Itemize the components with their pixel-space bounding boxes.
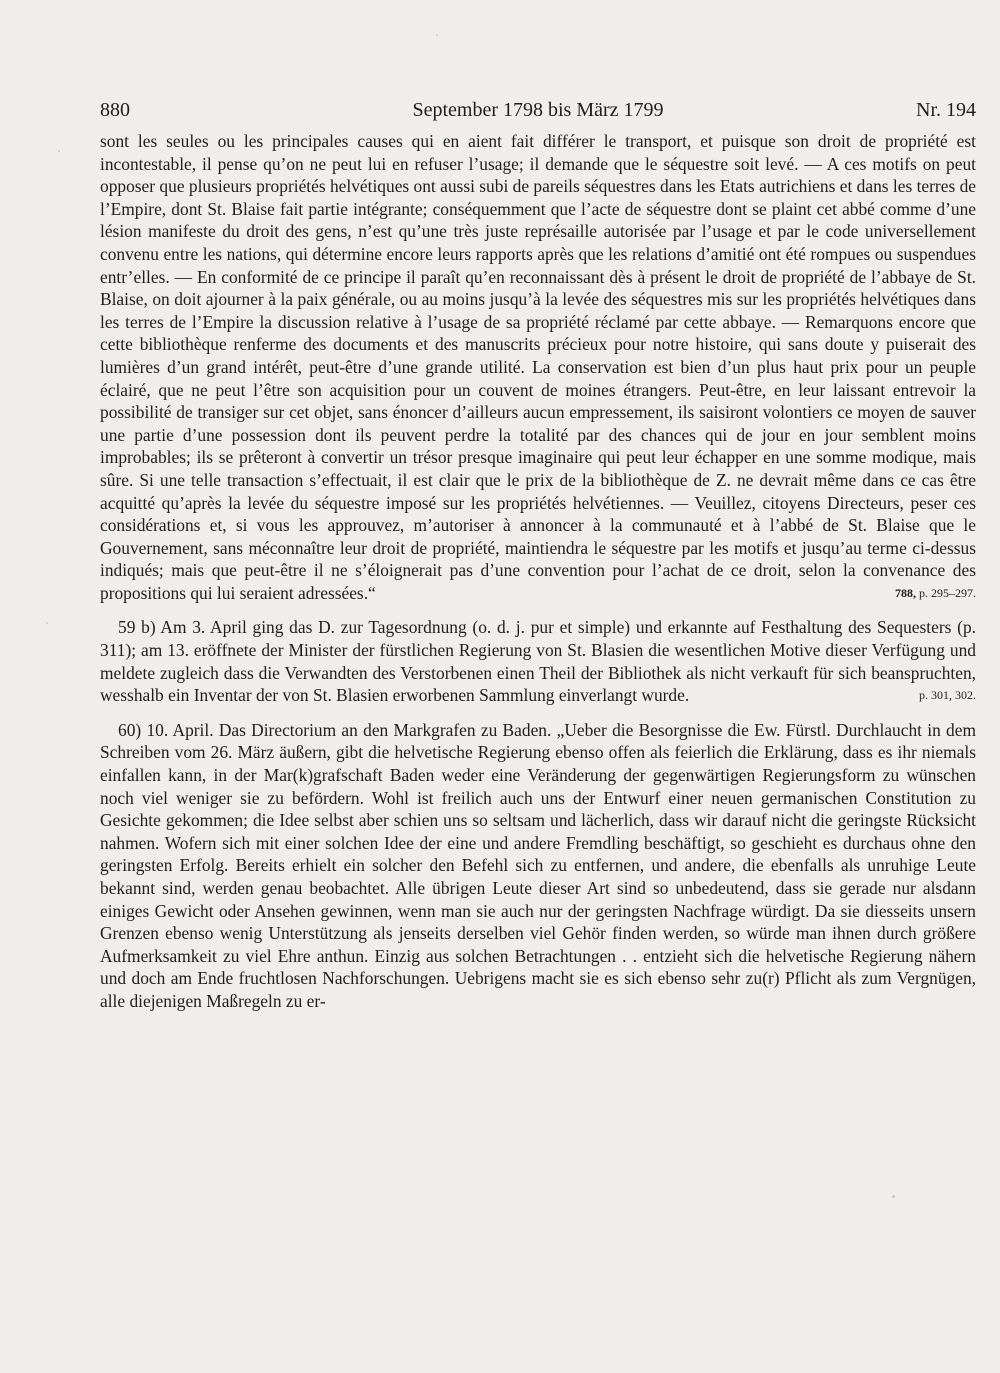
- paragraph-60: [100, 719, 976, 1013]
- paper-speck: [46, 622, 48, 624]
- paragraph-text: 60) 10. April. Das Directorium an den Markgrafen zu Baden. „Ueber die Besorgnisse die Ew. Fürstl. Durchlaucht in dem Schreiben vom 26. März äußern, gibt die helvetische Regierung ebenso offen als feierlich die Erklärung, dass es ihr niemals einfallen kann, in der Mar(k)grafschaft Baden weder eine Veränderung der gegenwärtigen Regierungsform zu wünschen noch viel weniger sie zu befördern. Wohl ist freilich auch uns der Entwurf einer neuen germanischen Constitution zu Gesichte gekommen; die Idee selbst aber schien uns so seltsam und lächerlich, dass wir darauf nicht die geringste Rücksicht nahmen. Wofern sich mit einer solchen Idee der eine und andere Fremdling beschäftigt, so geschieht es durchaus ohne den geringsten Erfolg. Bereits erhielt ein solcher den Befehl sich zu entfernen, und andere, die ebenfalls als unruhige Leute bekannt sind, werden genau beobachtet. Alle übrigen Leute dieser Art sind so unbedeutend, dass sie gerade nur alsdann einiges Gewicht oder Ansehen gewinnen, wenn man sie auch nur der geringsten Nachfrage würdigt. Da sie diesseits unsern Grenzen ebenso wenig Unterstützung als jenseits derselben viel Gehör finden werden, so würde man ihnen durch größere Aufmerksamkeit zu viel Ehre anthun. Einzig aus solchen Betrachtungen . . entzieht sich die helvetische Regierung nähern und doch am Ende fruchtlosen Nachforschungen. Uebrigens macht sie es sich ebenso sehr zu(r) Pflicht als zum Vergnügen, alle diejenigen Maßregeln zu er-: [100, 719, 976, 1011]
- paragraph-59b: [100, 616, 976, 706]
- page-header: [100, 95, 976, 125]
- paragraph-text: sont les seules ou les principales causes qui en aient fait différer le transport, et puisque son droit de propriété est incontestable, il pense qu’on ne peut lui en refuser l’usage; il demande que le séquestre soit levé. — A ces motifs on peut opposer que plusieurs propriétés helvétiques ont aussi subi de pareils séquestres dans les Etats autrichiens et dans les terres de l’Empire, dont St. Blaise fait partie intégrante; conséquemment que l’acte de séquestre dont se plaint cet abbé comme d’une lésion manifeste du droit des gens, n’est qu’une très juste représaille autorisée par l’usage et par le code universellement convenu entre les nations, qui détermine encore leurs rapports après que les relations d’amitié ont été rompues ou suspendues entr’elles. — En conformité de ce principe il paraît qu’en reconnaissant dès à présent le droit de propriété de l’abbaye de St. Blaise, on doit ajourner à la paix générale, ou au moins jusqu’à la levée des séquestres mis sur les propriétés helvétiques dans les terres de l’Empire la discussion relative à l’usage de sa propriété réclamé par cette abbaye. — Remarquons encore que cette bibliothèque renferme des documents et des manuscrits précieux pour notre histoire, qui sans doute y puiserait des lumières d’un grand intérêt, peut-être d’une grande utilité. La conservation est bien d’un plus haut prix pour un peuple éclairé, que ne peut l’être son acquisition pour un couvent de moines étrangers. Peut-être, en leur laissant entrevoir la possibilité de transiger sur cet objet, sans énoncer d’ailleurs aucun empressement, ils saisiront volontiers ce moyen de sauver une partie d’une possession dont ils peuvent perdre la totalité par des chances qui de jour en jour semblent moins improbables; ils se prêteront à convertir un trésor presque imaginaire qui peut leur échapper en une somme modique, mais sûre. Si une telle transaction s’effectuait, il est clair que le prix de la bibliothèque de Z. ne devrait même dans ce cas être acquitté qu’après la levée du séquestre imposé sur les propriétés helvétiennes. — Veuillez, citoyens Directeurs, peser ces considérations et, si vous les approuvez, m’autoriser à annoncer à la communauté et à l’abbé de St. Blaise que le Gouvernement, sans méconnaître leur droit de propriété, maintiendra le séquestre par les motifs et jusqu’au terme ci-dessus indiqués; mais que peut-être il ne s’éloignerait pas d’une convention pour l’achat de ce droit, selon la convenance des propositions qui lui seraient adressées.“: [100, 131, 976, 603]
- paper-speck: [436, 34, 438, 36]
- paper-speck: [58, 150, 60, 152]
- paragraph-text: 59 b) Am 3. April ging das D. zur Tagesordnung (o. d. j. pur et simple) und erkannte auf Festhaltung des Sequesters (p. 311); am 13. eröffnete der Minister der fürstlichen Regierung von St. Blasien die wesentlichen Motive dieser Verfügung und meldete zugleich dass die Verwandten des Verstorbenen einen Theil der Bibliothek als nicht verkauft für sich beanspruchten, wesshalb ein Inventar der von St. Blasien erworbenen Sammlung einverlangt wurde.: [100, 617, 976, 706]
- running-title: September 1798 bis März 1799: [412, 99, 664, 121]
- page-number: 880: [100, 99, 130, 121]
- source-reference-pages: p. 295–297.: [916, 585, 976, 600]
- paper-speck: [892, 1195, 895, 1198]
- source-reference: p. 301, 302.: [919, 688, 976, 703]
- source-reference-number: 788,: [895, 585, 916, 600]
- source-reference: [895, 582, 976, 605]
- paragraph-french-report: [100, 130, 976, 604]
- document-number: Nr. 194: [916, 99, 976, 121]
- page-body: [100, 130, 976, 1013]
